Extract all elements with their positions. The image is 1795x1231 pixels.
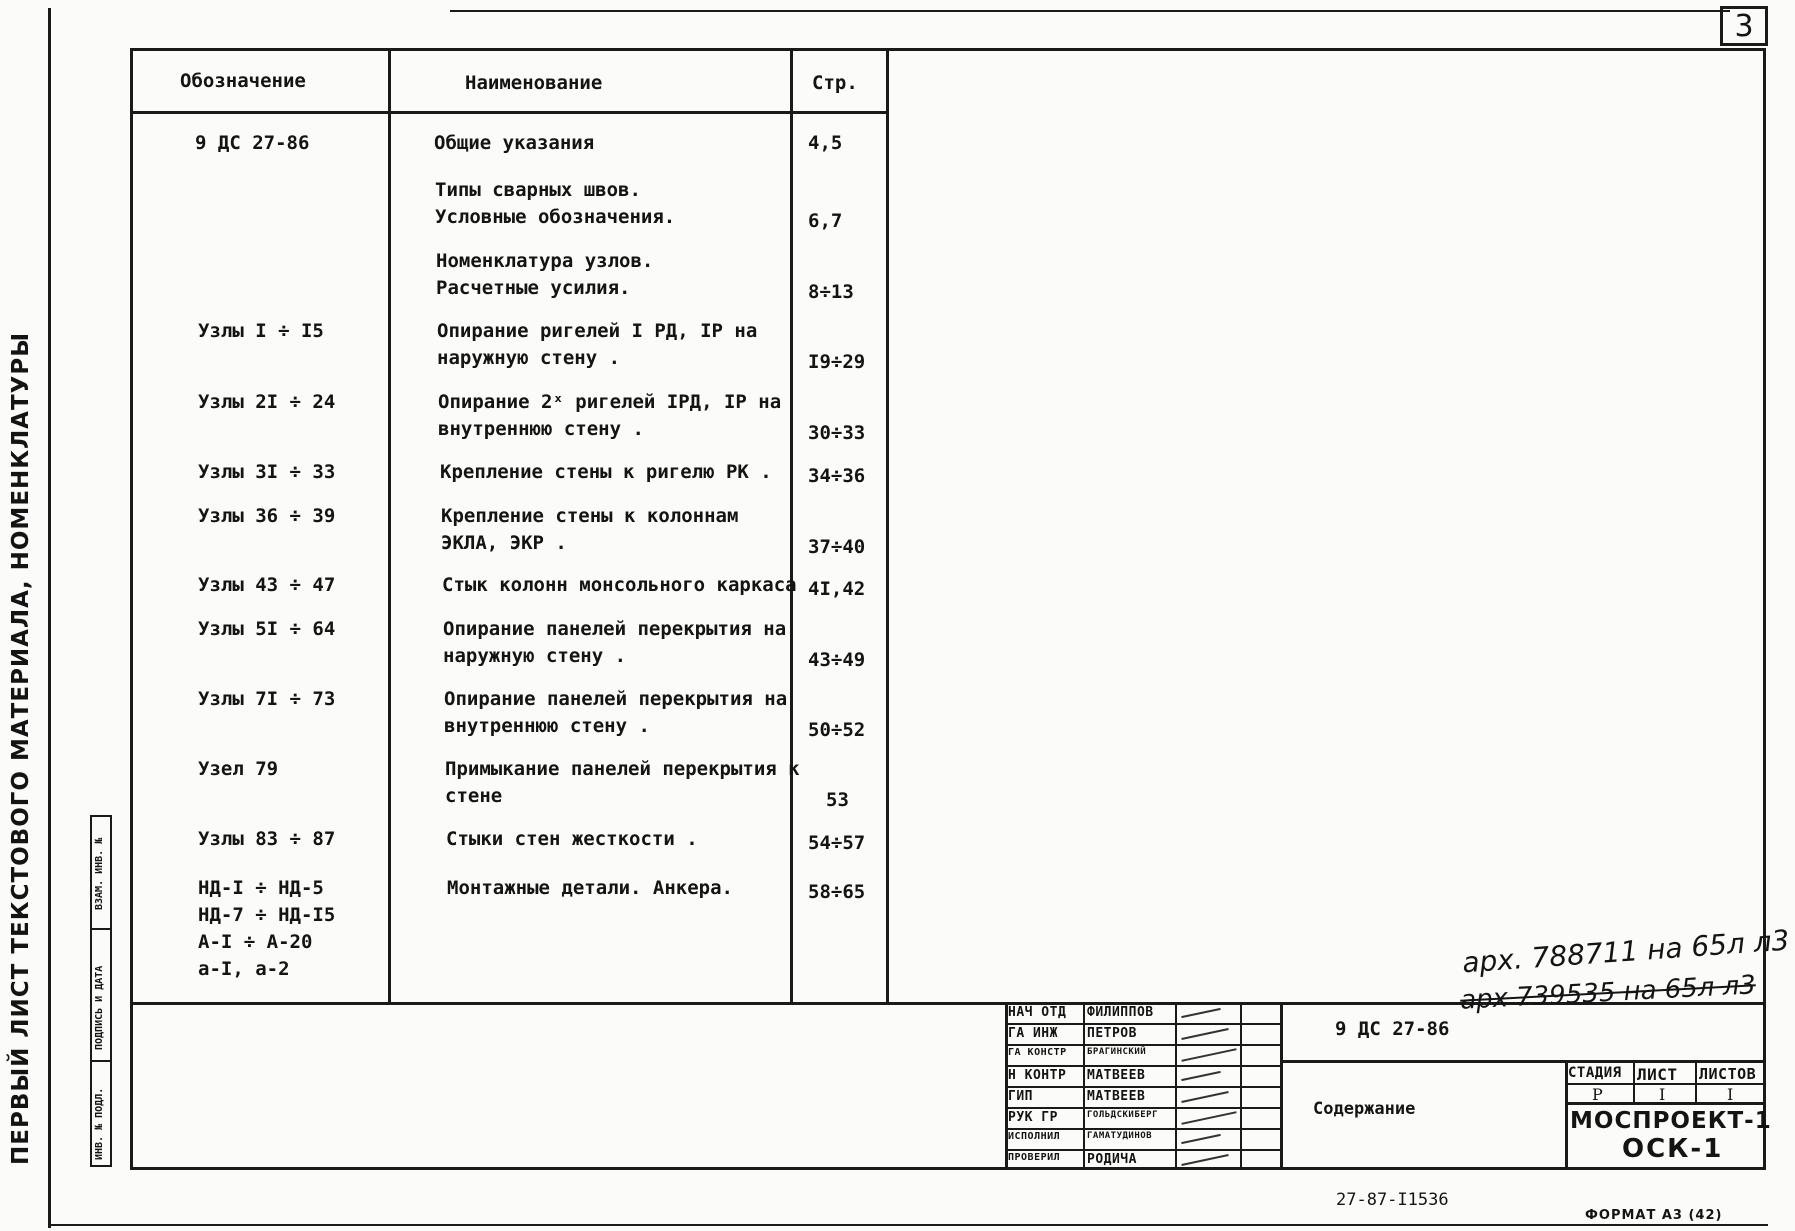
row-name-line: Опирание панелей перекрытия на — [444, 688, 788, 710]
signature-mark — [1181, 1028, 1228, 1040]
row-designation: 9 ДС 27-86 — [195, 132, 310, 154]
row-name-line: внутреннюю стену . — [444, 715, 650, 737]
signature-mark — [1181, 1008, 1221, 1018]
row-name-line: наружную стену . — [443, 645, 627, 667]
signature-mark — [1181, 1111, 1236, 1125]
stage-value: Р — [1592, 1085, 1603, 1104]
row-name-line: Условные обозначения. — [435, 206, 676, 228]
sheet-value: I — [1659, 1085, 1666, 1104]
row-designation: Узлы 43 ÷ 47 — [198, 574, 336, 596]
title-block-name: МАТВЕЕВ — [1087, 1089, 1146, 1104]
title-block-role: ПРОВЕРИЛ — [1008, 1152, 1061, 1163]
row-page: 4,5 — [808, 132, 843, 154]
row-name-line: Номенклатура узлов. — [436, 250, 654, 272]
title-block-sheet-title: Содержание — [1313, 1099, 1416, 1119]
stage-label: СТАДИЯ — [1568, 1065, 1622, 1081]
header-page: Стр. — [812, 72, 858, 94]
row-page: 8÷13 — [808, 281, 854, 303]
title-block-name: МАТВЕЕВ — [1087, 1068, 1146, 1083]
row-name-line: Расчетные усилия. — [436, 277, 631, 299]
row-name-line: Общие указания — [434, 132, 595, 154]
org-line-1: МОСПРОЕКТ-1 — [1570, 1108, 1772, 1134]
signature-mark — [1181, 1134, 1221, 1144]
page-number: 3 — [1734, 8, 1754, 44]
row-page: 6,7 — [808, 210, 843, 232]
title-block-role: РУК ГР — [1008, 1110, 1058, 1125]
row-page: 4I,42 — [808, 578, 866, 600]
row-name-line: Опирание 2ˣ ригелей IРД, IР на — [438, 391, 782, 413]
signature-mark — [1181, 1048, 1236, 1062]
row-name-line: Примыкание панелей перекрытия к — [445, 758, 800, 780]
title-block-name: РОДИЧА — [1087, 1152, 1137, 1167]
row-page: 34÷36 — [808, 465, 866, 487]
strip-label-sign: ПОДПИСЬ И ДАТА — [94, 965, 105, 1050]
row-page: 58÷65 — [808, 881, 866, 903]
bottom-frame-line — [48, 1224, 1768, 1226]
title-block-role: НАЧ ОТД — [1008, 1005, 1067, 1020]
header-designation: Обозначение — [180, 70, 306, 92]
title-block-code: 9 ДС 27-86 — [1335, 1018, 1450, 1040]
row-name-line: внутреннюю стену . — [438, 418, 644, 440]
row-page: 30÷33 — [808, 422, 866, 444]
row-name-line: Опирание панелей перекрытия на — [443, 618, 787, 640]
row-page: 37÷40 — [808, 536, 866, 558]
row-designation: Узлы 2I ÷ 24 — [198, 391, 336, 413]
strip-label-replace: ВЗАМ. ИНВ. № — [94, 837, 105, 910]
title-block-name: ГОЛЬДСКИБЕРГ — [1087, 1110, 1159, 1120]
row-page: 50÷52 — [808, 719, 866, 741]
row-designation: Узлы 83 ÷ 87 — [198, 828, 336, 850]
title-block-role: ГИП — [1008, 1089, 1033, 1104]
left-frame-line — [48, 8, 51, 1228]
row-name-line: Стыки стен жесткости . — [446, 828, 698, 850]
row-designation: Узел 79 — [198, 758, 279, 780]
strip-label-inv: ИНВ. № ПОДЛ. — [94, 1087, 105, 1160]
sheet-label: ЛИСТ — [1637, 1065, 1678, 1084]
row-name-line: Крепление стены к ригелю РК . — [440, 461, 772, 483]
table-col-line-3 — [886, 50, 889, 1005]
row-designation: НД-I ÷ НД-5 НД-7 ÷ НД-I5 А-I ÷ А-20 а-I, а-2 — [198, 877, 336, 980]
left-vertical-title: ПЕРВЫЙ ЛИСТ ТЕКСТОВОГО МАТЕРИАЛА, НОМЕНКЛАТУРЫ — [8, 331, 34, 1165]
sheets-label: ЛИСТОВ — [1699, 1065, 1757, 1083]
row-designation: Узлы 7I ÷ 73 — [198, 688, 336, 710]
title-block-role: ГА КОНСТР — [1008, 1047, 1067, 1058]
row-designation: Узлы 5I ÷ 64 — [198, 618, 336, 640]
signature-mark — [1181, 1154, 1228, 1166]
row-page: 54÷57 — [808, 832, 866, 854]
row-name-line: Крепление стены к колоннам — [441, 505, 739, 527]
strip-divider-2 — [90, 1060, 112, 1062]
title-block-role: ГА ИНЖ — [1008, 1026, 1058, 1041]
row-page: I9÷29 — [808, 351, 866, 373]
row-name-line: Монтажные детали. Анкера. — [447, 877, 733, 899]
archive-annotation-struck: арх 739535 на 65л л3 — [1459, 970, 1757, 1016]
table-col-line-2 — [790, 50, 793, 1005]
signature-mark — [1181, 1091, 1228, 1103]
row-designation: Узлы 3I ÷ 33 — [198, 461, 336, 483]
table-col-line-1 — [388, 50, 391, 1005]
row-page: 53 — [826, 789, 849, 811]
format-label: ФОРМАТ А3 (42) — [1585, 1208, 1723, 1223]
sheets-value: I — [1727, 1085, 1734, 1104]
row-name-line: Типы сварных швов. — [435, 179, 641, 201]
table-header-bottom-line — [133, 111, 888, 114]
signature-mark — [1181, 1071, 1221, 1081]
row-name-line: наружную стену . — [437, 347, 621, 369]
title-block — [1005, 1002, 1772, 1170]
archive-number: 27-87-I1536 — [1336, 1190, 1449, 1210]
page-number-box — [1720, 6, 1768, 46]
title-block-name: ГАМАТУДИНОВ — [1087, 1131, 1153, 1141]
title-block-name: БРАГИНСКИЙ — [1087, 1047, 1147, 1057]
row-name-line: стене — [445, 785, 503, 807]
row-page: 43÷49 — [808, 649, 866, 671]
row-name-line: Опирание ригелей I РД, IР на — [437, 320, 758, 342]
org-line-2: ОСК-1 — [1622, 1134, 1724, 1164]
header-name: Наименование — [465, 72, 603, 94]
title-block-role: ИСПОЛНИЛ — [1008, 1131, 1061, 1142]
title-block-role: Н КОНТР — [1008, 1068, 1067, 1083]
row-name-line: Стык колонн монсольного каркаса — [442, 574, 797, 596]
strip-divider-1 — [90, 928, 112, 930]
title-block-name: ФИЛИППОВ — [1087, 1005, 1154, 1020]
row-designation: Узлы I ÷ I5 — [198, 320, 324, 342]
row-designation: Узлы 36 ÷ 39 — [198, 505, 336, 527]
top-frame-line — [450, 10, 1730, 12]
archive-annotation: арх. 788711 на 65л л3 — [1461, 923, 1791, 980]
row-name-line: ЭКЛА, ЭКР . — [441, 532, 567, 554]
title-block-name: ПЕТРОВ — [1087, 1026, 1137, 1041]
